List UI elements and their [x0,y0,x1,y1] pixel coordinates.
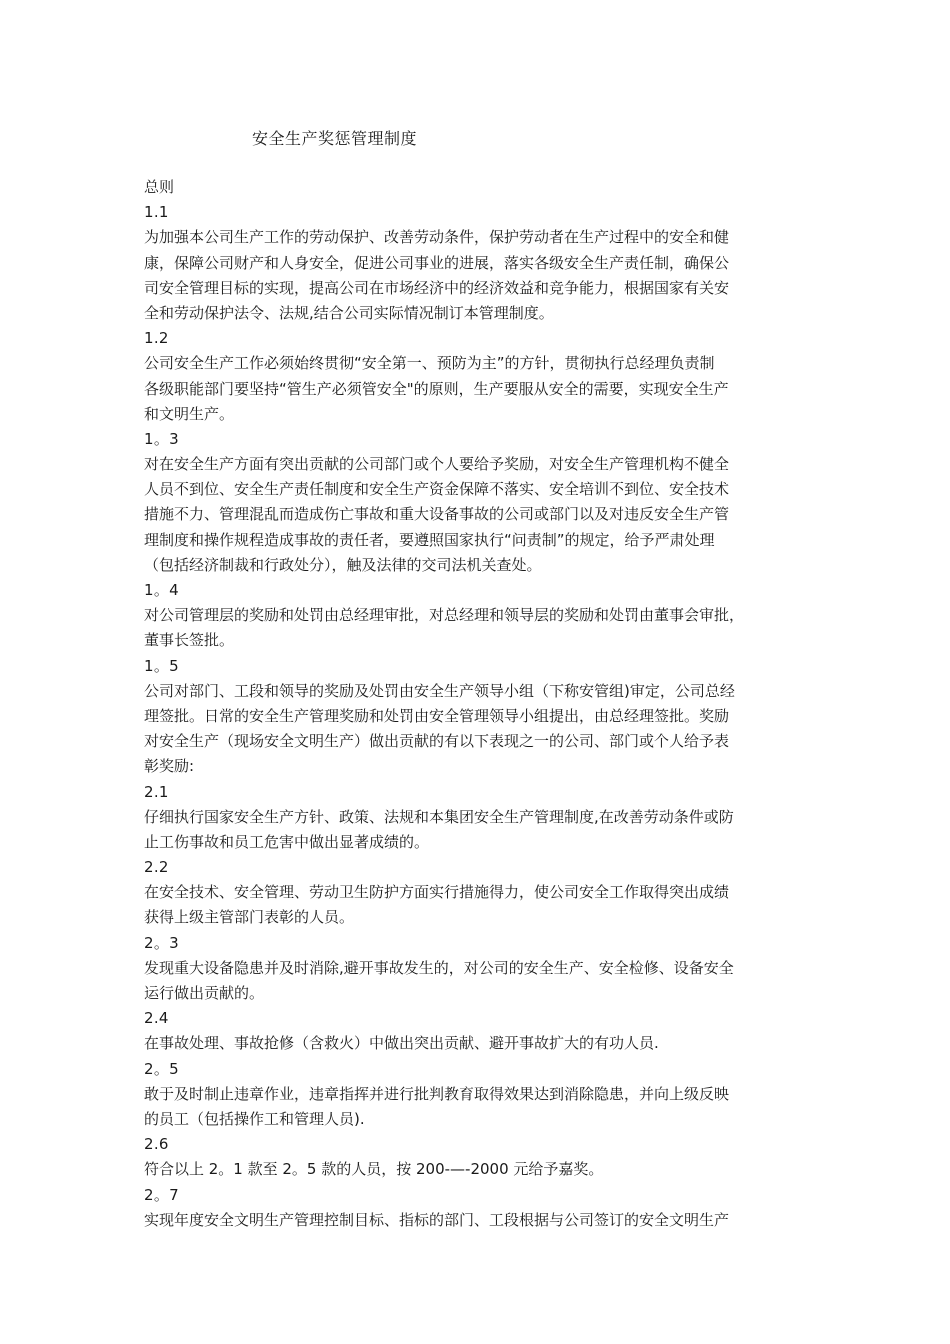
clause-number: 2.1 [144,782,169,801]
document-title: 安全生产奖惩管理制度 [252,129,418,148]
paragraph-line: 的员工（包括操作工和管理人员). [144,1109,365,1128]
clause-number: 2.2 [144,858,169,877]
paragraph-line: 彰奖励: [144,757,195,776]
clause-number: 2。7 [144,1185,179,1204]
paragraph-line: 各级职能部门要坚持“管生产必须管安全"的原则，生产要服从安全的需要，实现安全生产 [144,379,729,398]
section-heading: 总则 [144,178,175,196]
paragraph-line: 符合以上 2。1 款至 2。5 款的人员，按 200-—-2000 元给予嘉奖。 [144,1160,604,1179]
paragraph-line: 理签批。日常的安全生产管理奖励和处罚由安全管理领导小组提出，由总经理签批。奖励 [144,706,730,725]
paragraph-line: 措施不力、管理混乱而造成伤亡事故和重大设备事故的公司或部门以及对违反安全生产管 [144,505,730,524]
paragraph-line: 止工伤事故和员工危害中做出显著成绩的。 [144,832,430,851]
paragraph-line: 对在安全生产方面有突出贡献的公司部门或个人要给予奖励，对安全生产管理机构不健全 [144,455,730,474]
paragraph-line: 仔细执行国家安全生产方针、政策、法规和本集团安全生产管理制度,在改善劳动条件或防 [144,807,734,826]
paragraph-line: 公司对部门、工段和领导的奖励及处罚由安全生产领导小组（下称安管组)审定，公司总经 [144,681,735,700]
paragraph-line: 全和劳动保护法令、法规,结合公司实际情况制订本管理制度。 [144,303,554,322]
paragraph-line: 发现重大设备隐患并及时消除,避开事故发生的，对公司的安全生产、安全检修、设备安全 [144,958,734,977]
paragraph-line: 和文明生产。 [144,404,235,423]
paragraph-line: （包括经济制裁和行政处分），触及法律的交司法机关查处。 [144,555,542,574]
paragraph-line: 董事长签批。 [144,631,235,650]
clause-number: 1。3 [144,429,179,448]
paragraph-line: 实现年度安全文明生产管理控制目标、指标的部门、工段根据与公司签订的安全文明生产 [144,1210,730,1229]
paragraph-line: 对公司管理层的奖励和处罚由总经理审批，对总经理和领导层的奖励和处罚由董事会审批， [144,606,745,625]
clause-number: 2.4 [144,1009,169,1028]
clause-number: 1。4 [144,581,179,599]
paragraph-line: 康，保障公司财产和人身安全，促进公司事业的进展，落实各级安全生产责任制，确保公 [144,253,730,272]
clause-number: 1.2 [144,329,169,348]
clause-number: 1.1 [144,203,169,222]
paragraph-line: 理制度和操作规程造成事故的责任者，要遵照国家执行“问责制”的规定，给予严肃处理 [144,530,715,549]
paragraph-line: 人员不到位、安全生产责任制度和安全生产资金保障不落实、安全培训不到位、安全技术 [144,480,730,499]
clause-number: 1。5 [144,656,179,675]
paragraph-line: 运行做出贡献的。 [144,984,265,1002]
clause-number: 2.6 [144,1135,169,1154]
paragraph-line: 敢于及时制止违章作业，违章指挥并进行批判教育取得效果达到消除隐患，并向上级反映 [144,1084,730,1103]
paragraph-line: 为加强本公司生产工作的劳动保护、改善劳动条件，保护劳动者在生产过程中的安全和健 [144,228,730,247]
paragraph-line: 公司安全生产工作必须始终贯彻“安全第一、预防为主”的方针，贯彻执行总经理负责制 [144,354,715,373]
paragraph-line: 司安全管理目标的实现，提高公司在市场经济中的经济效益和竞争能力，根据国家有关安 [144,278,730,297]
paragraph-line: 对安全生产（现场安全文明生产）做出贡献的有以下表现之一的公司、部门或个人给予表 [144,732,730,751]
paragraph-line: 在事故处理、事故抢修（含救火）中做出突出贡献、避开事故扩大的有功人员. [144,1034,659,1053]
paragraph-line: 获得上级主管部门表彰的人员。 [144,908,355,927]
clause-number: 2。3 [144,933,179,952]
document-body [144,175,810,1233]
clause-number: 2。5 [144,1059,179,1078]
paragraph-line: 在安全技术、安全管理、劳动卫生防护方面实行措施得力，使公司安全工作取得突出成绩 [144,883,730,902]
